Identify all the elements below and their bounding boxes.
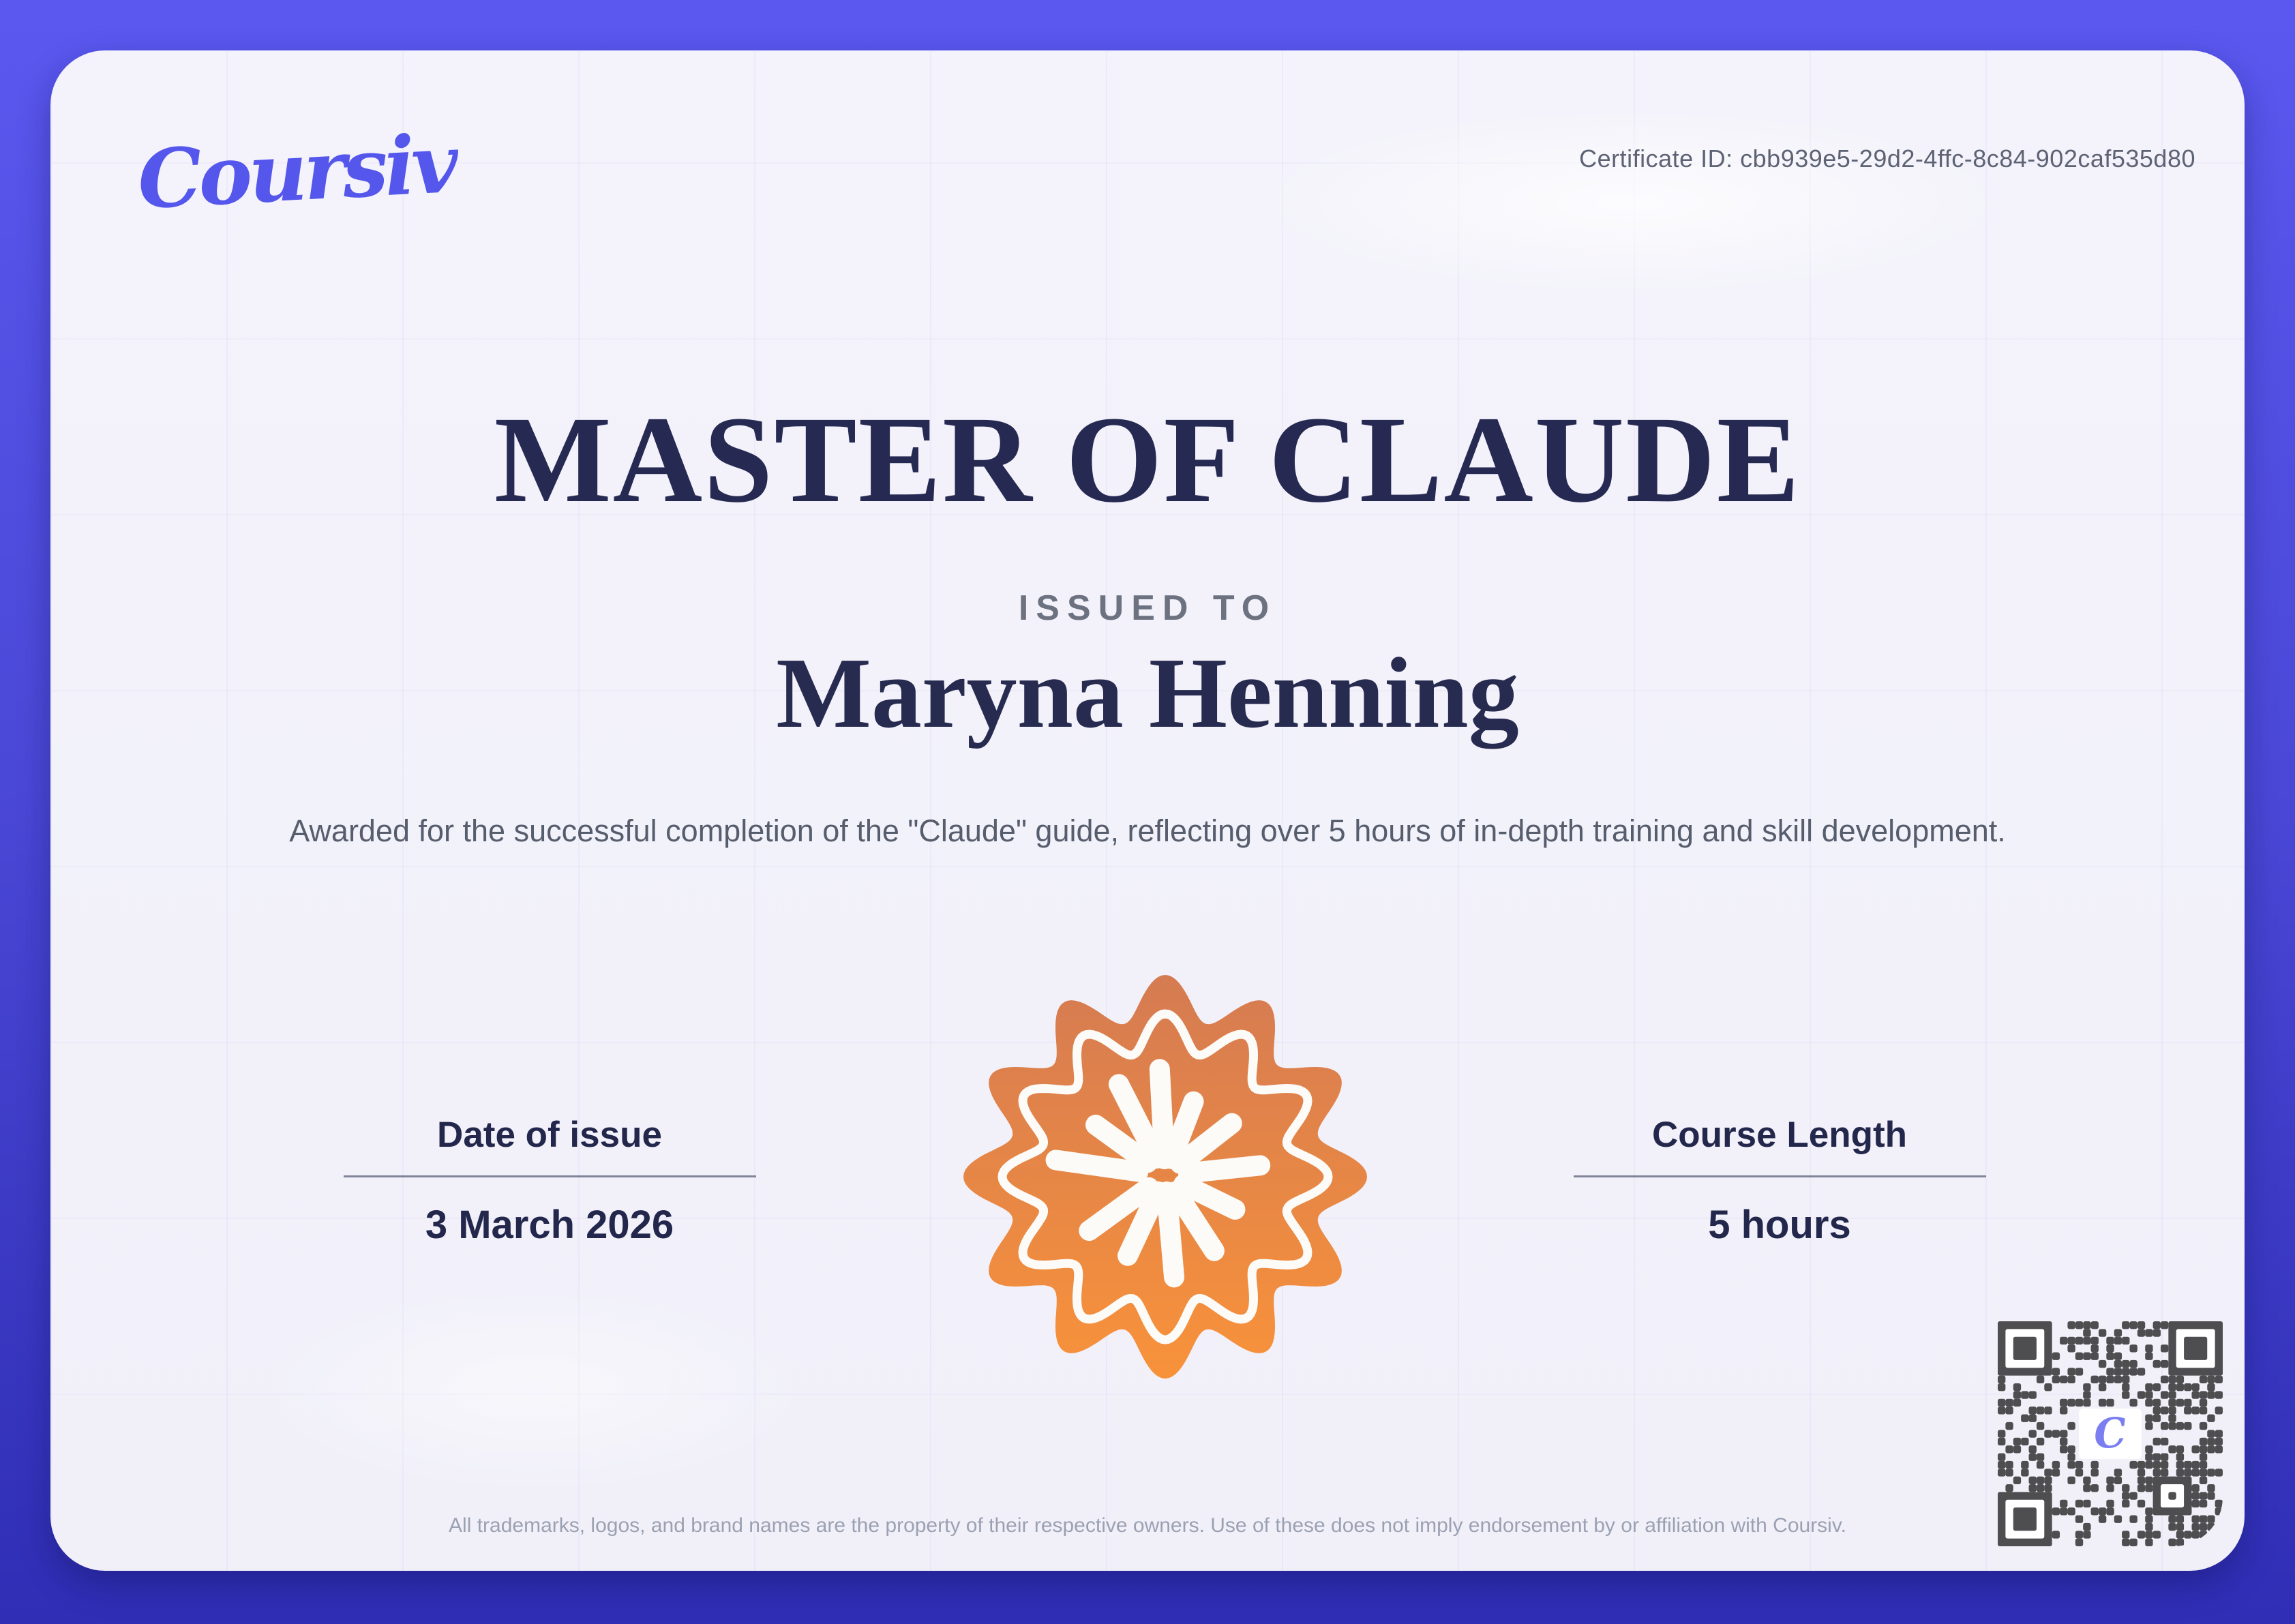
course-length-divider (1574, 1175, 1986, 1177)
certificate-title: MASTER OF CLAUDE (494, 391, 1801, 528)
course-length-label: Course Length (1652, 1115, 1907, 1155)
coursiv-logo: Coursiv (135, 115, 457, 228)
date-of-issue-value: 3 March 2026 (425, 1203, 674, 1247)
footer-disclaimer: All trademarks, logos, and brand names are the property of their respective owners. Use of these does not imply endorsement by or affiliation with Coursiv. (449, 1514, 1846, 1537)
date-of-issue-block (338, 1111, 761, 1249)
qr-center-logo (2079, 1409, 2142, 1459)
award-badge-claude-spark-icon (961, 972, 1370, 1381)
certificate-card (50, 50, 2245, 1571)
course-length-block (1568, 1111, 1991, 1249)
recipient-name: Maryna Henning (776, 637, 1519, 749)
date-of-issue-label: Date of issue (437, 1115, 662, 1155)
certificate-id: Certificate ID: cbb939e5-29d2-4ffc-8c84-902caf535d80 (1579, 145, 2195, 172)
certificate-description: Awarded for the successful completion of the "Claude" guide, reflecting over 5 hours of in-depth training and skill development. (289, 813, 2006, 848)
qr-coursiv-c-icon: C (2092, 1409, 2129, 1459)
date-divider (344, 1175, 756, 1177)
course-length-value: 5 hours (1708, 1203, 1851, 1247)
qr-code (1998, 1321, 2223, 1546)
issued-to-label: ISSUED TO (1018, 588, 1277, 628)
